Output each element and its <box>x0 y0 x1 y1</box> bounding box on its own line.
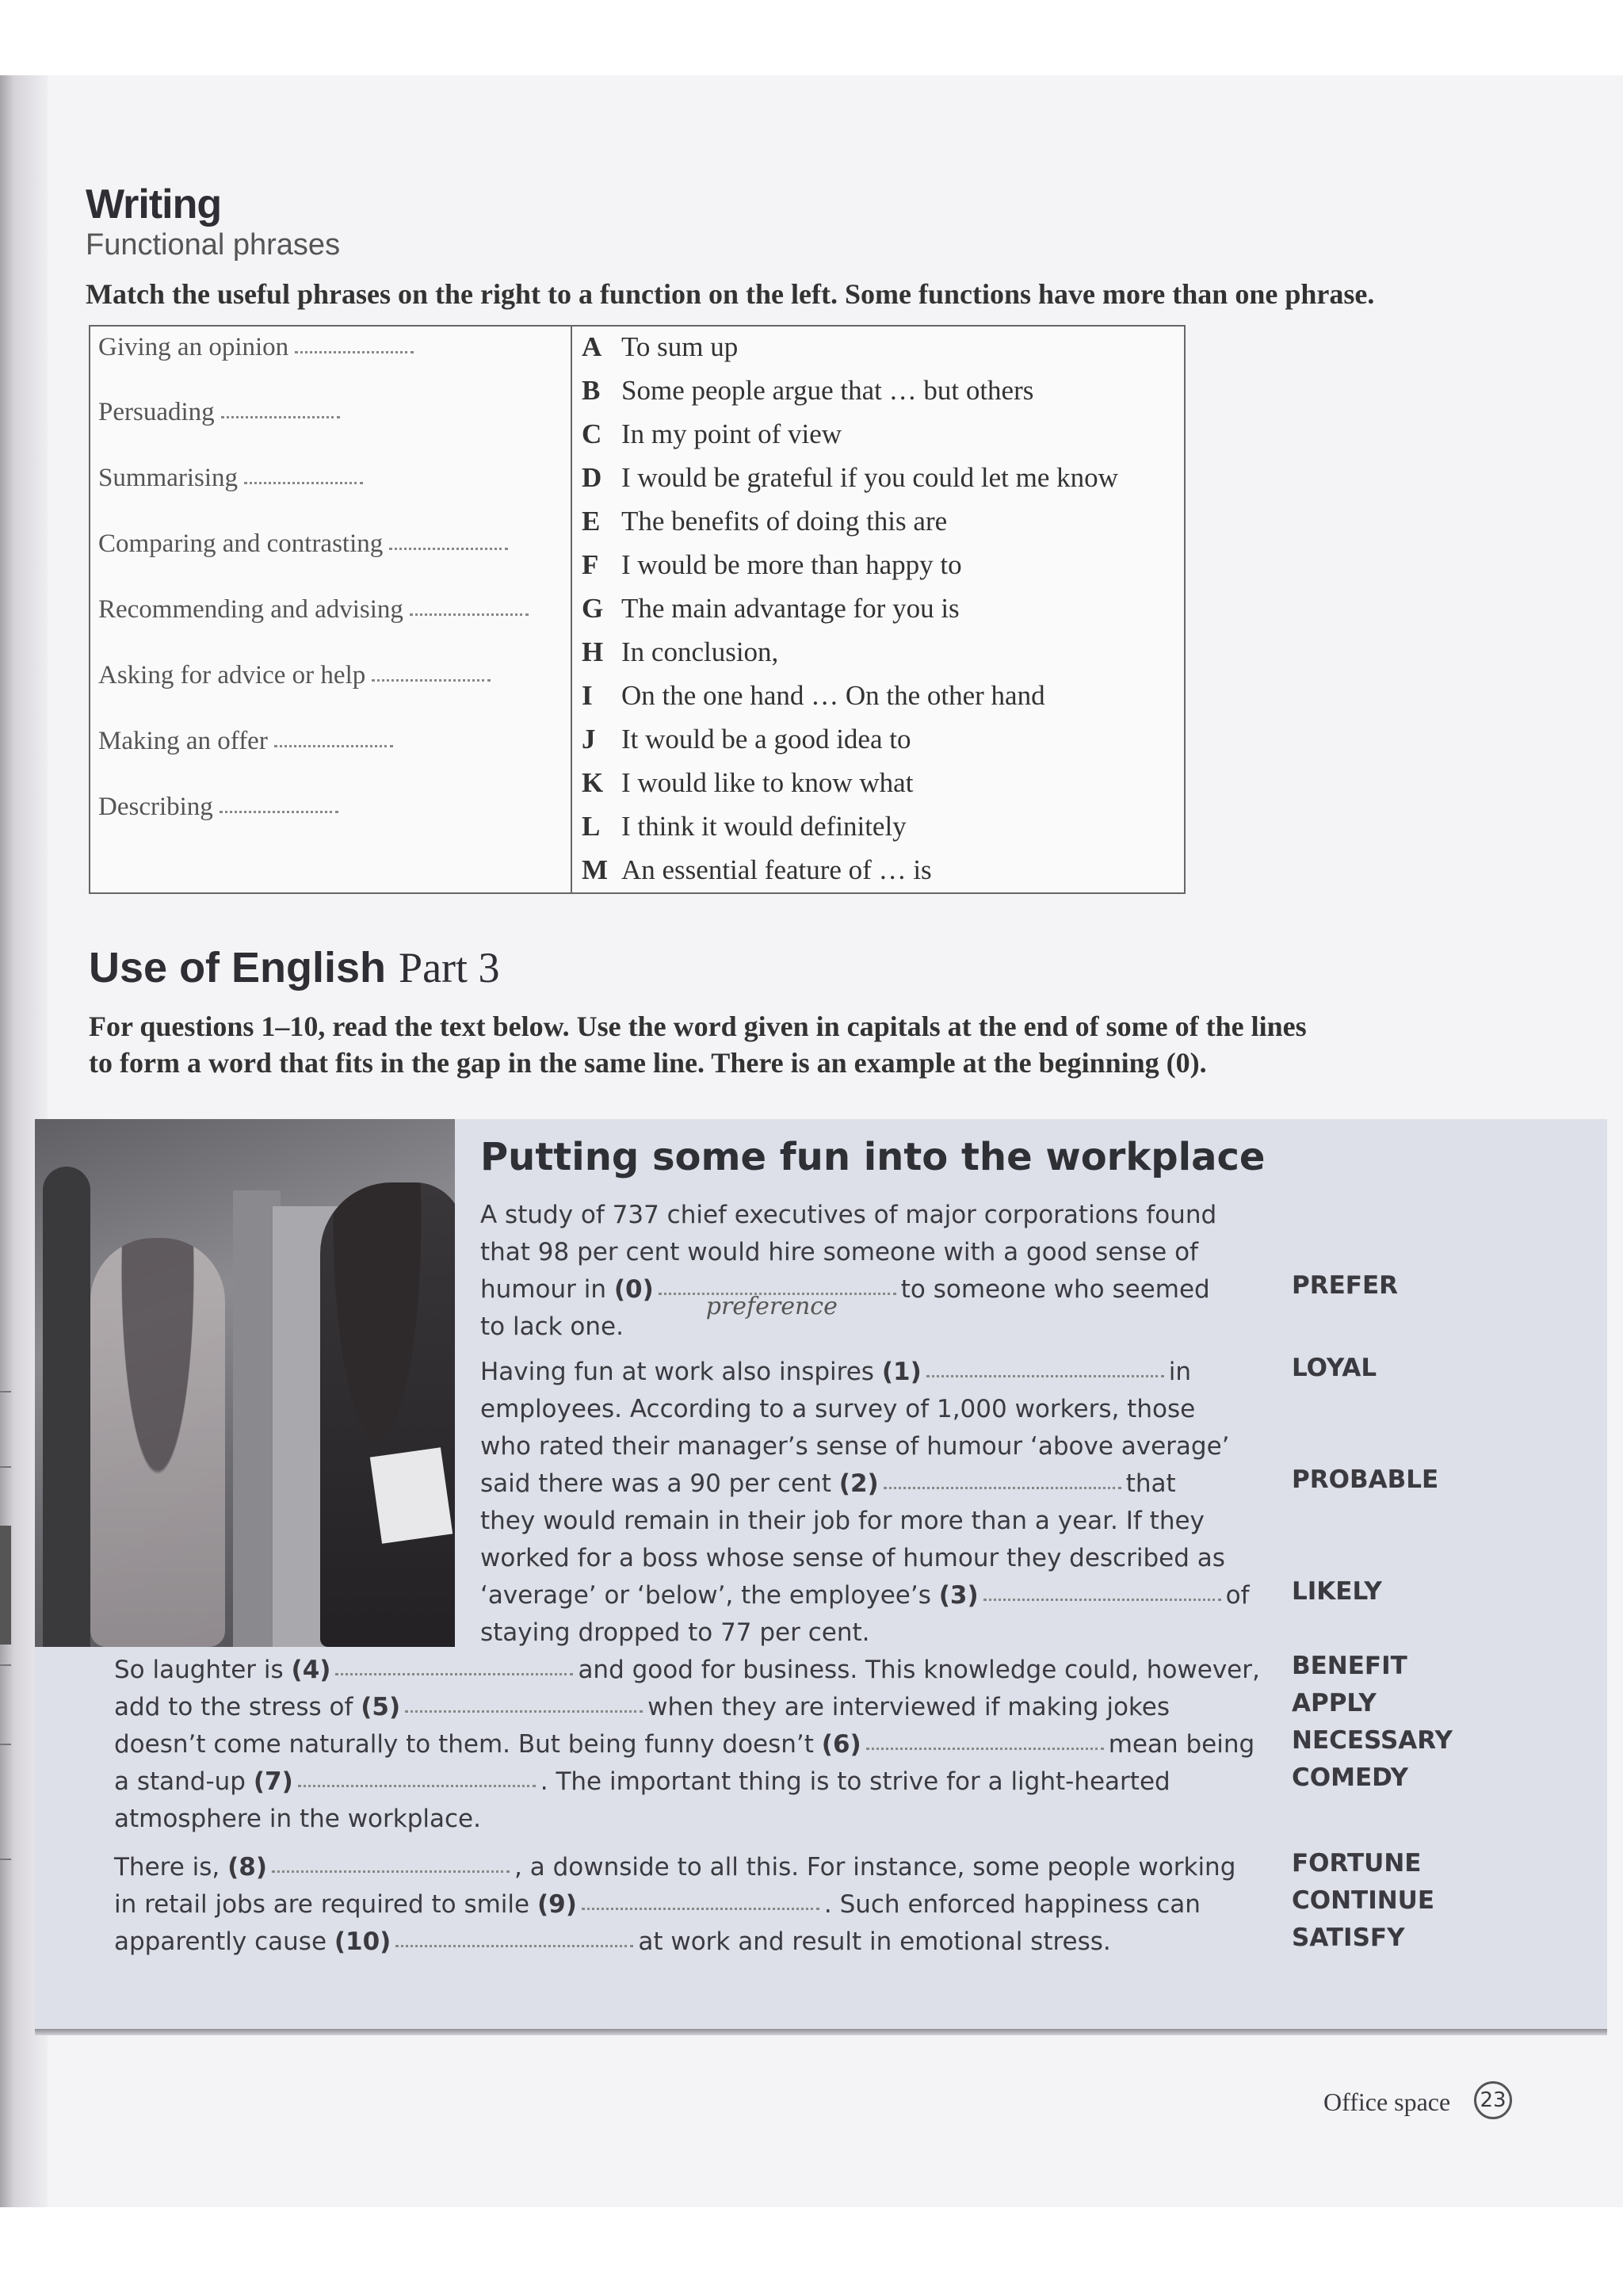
keyword: CONTINUE <box>1292 1886 1435 1915</box>
function-item <box>98 333 414 362</box>
answer-gap-8[interactable] <box>272 1870 510 1873</box>
phrase-letter: L <box>582 811 601 842</box>
article-line <box>114 1886 1201 1924</box>
margin-tab-mark <box>0 1526 11 1645</box>
keyword: BENEFIT <box>1292 1652 1407 1680</box>
answer-gap-9[interactable] <box>582 1908 819 1910</box>
phrase-text: In my point of view <box>621 418 842 449</box>
use-of-english-heading <box>89 943 500 992</box>
text-segment: . The important thing is to strive for a light-hearted <box>540 1767 1170 1796</box>
article-line <box>480 1354 1191 1391</box>
text-segment: doesn’t come naturally to them. But being funny doesn’t <box>114 1730 814 1759</box>
phrase-item <box>582 811 907 842</box>
article-line: to lack one. <box>480 1312 624 1341</box>
phrase-letter: M <box>582 854 609 885</box>
phrase-text: An essential feature of … is <box>621 854 932 885</box>
function-label: Recommending and advising <box>98 595 403 624</box>
phrase-item <box>582 854 932 886</box>
question-number: (9) <box>537 1890 577 1919</box>
answer-blank[interactable] <box>221 416 340 418</box>
margin-line <box>0 1391 11 1392</box>
article-line: A study of 737 chief executives of major corporations found <box>480 1201 1217 1229</box>
function-item <box>98 398 340 427</box>
article-line: atmosphere in the workplace. <box>114 1805 481 1833</box>
keyword: COMEDY <box>1292 1763 1409 1792</box>
text-segment: . Such enforced happiness can <box>823 1890 1201 1919</box>
text-segment: that <box>1125 1469 1176 1498</box>
function-label: Summarising <box>98 464 239 492</box>
text-segment: at work and result in emotional stress. <box>638 1927 1111 1956</box>
margin-line <box>0 1744 11 1745</box>
margin-line <box>0 1664 11 1666</box>
article-line: who rated their manager’s sense of humour ‘above average’ <box>480 1432 1230 1461</box>
footer-section-label: Office space <box>1323 2088 1451 2116</box>
keyword: PROBABLE <box>1292 1465 1439 1494</box>
use-of-english-instruction <box>89 1008 1436 1081</box>
example-answer: preference <box>705 1293 838 1320</box>
article-line <box>114 1924 1111 1961</box>
article-line <box>114 1763 1170 1801</box>
answer-gap-2[interactable] <box>884 1487 1121 1489</box>
phrase-item <box>582 593 960 625</box>
keyword: LOYAL <box>1292 1354 1377 1382</box>
photo-person <box>320 1182 455 1647</box>
answer-blank[interactable] <box>389 548 508 550</box>
keyword: PREFER <box>1292 1271 1398 1300</box>
phrase-text: On the one hand … On the other hand <box>621 680 1045 711</box>
keyword: APPLY <box>1292 1689 1377 1717</box>
keyword: LIKELY <box>1292 1577 1382 1606</box>
text-segment: when they are interviewed if making jokes <box>647 1693 1170 1721</box>
writing-subheading: Functional phrases <box>86 228 341 262</box>
answer-gap-5[interactable] <box>405 1710 643 1713</box>
article-line: worked for a boss whose sense of humour they described as <box>480 1544 1225 1572</box>
answer-gap-6[interactable] <box>866 1748 1104 1750</box>
office-photo <box>35 1119 455 1647</box>
functions-column <box>90 327 572 892</box>
phrase-letter: H <box>582 636 604 667</box>
page-number: 23 <box>1474 2081 1512 2119</box>
article-line <box>114 1689 1170 1726</box>
text-segment: mean being <box>1108 1730 1255 1759</box>
keyword: NECESSARY <box>1292 1726 1453 1755</box>
article-line <box>480 1577 1250 1614</box>
phrase-text: The main advantage for you is <box>621 593 960 624</box>
article-line: employees. According to a survey of 1,000 workers, those <box>480 1395 1196 1423</box>
section-title: Use of English <box>89 944 387 991</box>
function-label: Persuading <box>98 398 215 426</box>
text-segment: add to the stress of <box>114 1693 353 1721</box>
phrase-letter: G <box>582 593 604 624</box>
page-top-margin <box>0 0 1623 75</box>
function-label: Comparing and contrasting <box>98 529 384 558</box>
phrase-item <box>582 636 778 668</box>
article-line <box>114 1726 1254 1763</box>
page-bottom-margin <box>0 2207 1623 2296</box>
phrase-text: Some people argue that … but others <box>621 375 1034 406</box>
answer-blank[interactable] <box>410 613 529 616</box>
article-line <box>480 1465 1176 1503</box>
question-number: (0) <box>613 1275 654 1304</box>
phrase-item <box>582 724 911 755</box>
text-segment: , a downside to all this. For instance, some people working <box>514 1853 1236 1881</box>
question-number: (5) <box>361 1693 401 1721</box>
question-number: (6) <box>821 1730 861 1759</box>
text-segment: in retail jobs are required to smile <box>114 1890 530 1919</box>
text-segment: and good for business. This knowledge could, however, <box>578 1656 1260 1684</box>
phrase-text: It would be a good idea to <box>621 724 911 755</box>
photo-person <box>90 1238 225 1647</box>
function-item <box>98 661 491 690</box>
phrase-text: I would be more than happy to <box>621 549 962 580</box>
margin-line <box>0 1466 11 1468</box>
text-segment: in <box>1168 1358 1191 1386</box>
answer-blank[interactable] <box>274 745 393 747</box>
answer-gap-4[interactable] <box>335 1673 573 1675</box>
phrase-text: I would like to know what <box>621 767 914 798</box>
phrase-text: To sum up <box>621 331 739 362</box>
phrase-letter: I <box>582 680 593 711</box>
question-number: (2) <box>838 1469 879 1498</box>
instruction-line: For questions 1–10, read the text below. Use the word given in capitals at the end of some of the lines <box>89 1010 1307 1042</box>
question-number: (8) <box>227 1853 268 1881</box>
part-label: Part 3 <box>399 944 500 991</box>
question-number: (7) <box>253 1767 293 1796</box>
article-line: they would remain in their job for more than a year. If they <box>480 1507 1205 1535</box>
function-label: Giving an opinion <box>98 333 289 361</box>
article-line <box>480 1271 1210 1320</box>
article-line <box>114 1849 1235 1886</box>
phrase-item <box>582 767 913 799</box>
answer-blank[interactable] <box>244 482 363 484</box>
article-line: staying dropped to 77 per cent. <box>480 1618 870 1647</box>
photo-figure <box>43 1167 90 1647</box>
answer-gap-3[interactable] <box>983 1599 1221 1601</box>
text-segment: apparently cause <box>114 1927 327 1956</box>
text-segment: Having fun at work also inspires <box>480 1358 874 1386</box>
text-segment: to someone who seemed <box>900 1275 1210 1304</box>
phrase-text: The benefits of doing this are <box>621 506 948 537</box>
phrase-letter: F <box>582 549 599 580</box>
text-segment: There is, <box>114 1853 220 1881</box>
question-number: (10) <box>334 1927 391 1956</box>
phrase-item <box>582 418 842 450</box>
phrase-letter: E <box>582 506 601 537</box>
function-item <box>98 464 363 493</box>
matching-table <box>89 325 1186 894</box>
question-number: (4) <box>291 1656 331 1684</box>
phrase-letter: B <box>582 375 601 406</box>
function-label: Making an offer <box>98 727 268 755</box>
answer-blank[interactable] <box>295 351 414 353</box>
answer-gap-1[interactable] <box>926 1375 1164 1377</box>
phrase-item <box>582 680 1045 712</box>
phrase-letter: D <box>582 462 602 493</box>
panel-divider <box>35 2029 1607 2035</box>
function-item <box>98 595 529 625</box>
writing-heading: Writing <box>86 181 222 227</box>
photo-document <box>370 1447 453 1543</box>
phrase-item <box>582 462 1118 494</box>
text-segment: ‘average’ or ‘below’, the employee’s <box>480 1581 931 1610</box>
phrase-item <box>582 375 1033 407</box>
phrase-letter: A <box>582 331 602 362</box>
question-number: (1) <box>881 1358 922 1386</box>
phrase-item <box>582 506 947 537</box>
function-item <box>98 793 338 822</box>
answer-gap-7[interactable] <box>298 1785 536 1787</box>
phrase-text: I would be grateful if you could let me know <box>621 462 1118 493</box>
phrase-letter: K <box>582 767 604 798</box>
writing-instruction: Match the useful phrases on the right to a function on the left. Some functions have more than one phrase. <box>86 278 1375 310</box>
article-title: Putting some fun into the workplace <box>480 1135 1266 1179</box>
phrase-item <box>582 331 738 363</box>
phrase-letter: C <box>582 418 602 449</box>
function-item <box>98 529 508 559</box>
instruction-line: to form a word that fits in the gap in the same line. There is an example at the beginning (0). <box>89 1047 1207 1079</box>
phrase-item <box>582 549 962 581</box>
text-segment: a stand-up <box>114 1767 246 1796</box>
text-segment: So laughter is <box>114 1656 284 1684</box>
function-item <box>98 727 393 756</box>
article-line <box>114 1652 1260 1689</box>
phrase-letter: J <box>582 724 596 755</box>
answer-gap-10[interactable] <box>395 1945 633 1947</box>
keyword: SATISFY <box>1292 1924 1405 1952</box>
text-segment: of <box>1225 1581 1250 1610</box>
answer-blank[interactable] <box>220 811 338 813</box>
phrase-text: I think it would definitely <box>621 811 907 842</box>
example-answer-blank <box>659 1293 896 1320</box>
text-segment: humour in <box>480 1275 606 1304</box>
answer-blank[interactable] <box>372 679 491 682</box>
margin-line <box>0 1859 11 1860</box>
text-segment: said there was a 90 per cent <box>480 1469 831 1498</box>
function-label: Describing <box>98 793 213 821</box>
phrase-text: In conclusion, <box>621 636 779 667</box>
keyword: FORTUNE <box>1292 1849 1422 1878</box>
question-number: (3) <box>938 1581 979 1610</box>
function-label: Asking for advice or help <box>98 661 366 690</box>
article-line: that 98 per cent would hire someone with a good sense of <box>480 1238 1198 1266</box>
